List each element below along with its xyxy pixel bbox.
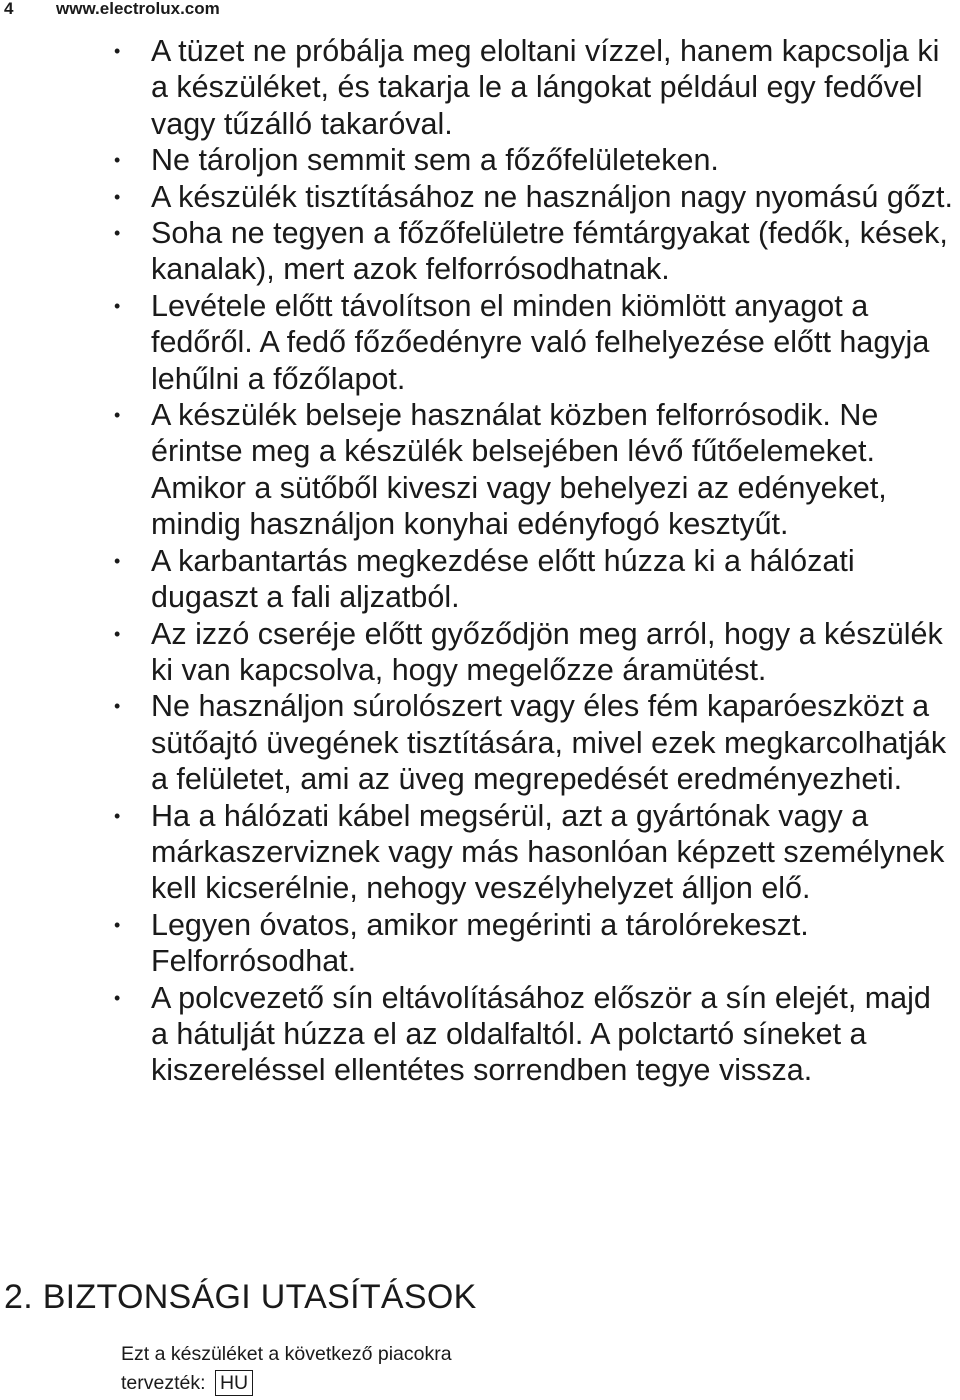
bullet-icon: • [114,696,121,717]
list-item [0,179,960,215]
list-item [0,688,960,797]
market-note-text: Ezt a készüléket a következő piacokra tervezték: [121,1343,452,1394]
page-number: 4 [4,0,14,18]
list-item [0,288,960,397]
bullet-icon: • [114,805,121,826]
list-item-text: Ha a hálózati kábel megsérül, azt a gyártónak vagy a márkaszerviznek vagy más hasonlóan képzett személynek kell kicserélnie, nehogy veszélyhelyzet álljon elő. [151,798,945,906]
safety-bullet-list [0,33,960,1089]
bullet-icon: • [114,223,121,244]
list-item [0,907,960,980]
market-note [121,1340,521,1398]
bullet-icon: • [114,186,121,207]
list-item [0,798,960,907]
list-item-text: A karbantartás megkezdése előtt húzza ki a hálózati dugaszt a fali aljzatból. [151,543,855,615]
list-item-text: A készülék tisztításához ne használjon nagy nyomású gőzt. [151,179,953,214]
list-item [0,543,960,616]
bullet-icon: • [114,914,121,935]
list-item [0,215,960,288]
bullet-icon: • [114,405,121,426]
country-code-badge: HU [215,1370,253,1396]
bullet-icon: • [114,550,121,571]
website-link[interactable]: www.electrolux.com [56,0,220,18]
bullet-icon: • [114,987,121,1008]
list-item-text: A készülék belseje használat közben felforrósodik. Ne érintse meg a készülék belsejében lévő fűtőelemeket. Amikor a sütőből kiveszi vagy behelyezi az edényeket, mindig használjon konyhai edényfogó kesztyűt. [151,398,887,542]
list-item [0,397,960,543]
list-item-text: Az izzó cseréje előtt győződjön meg arról, hogy a készülék ki van kapcsolva, hogy megelőzze áramütést. [151,616,943,687]
list-item [0,616,960,689]
section-title: 2. BIZTONSÁGI UTASÍTÁSOK [4,1278,477,1316]
list-item-text: Legyen óvatos, amikor megérinti a tárolórekeszt. Felforrósodhat. [151,907,809,979]
list-item-text: A polcvezető sín eltávolításához először a sín elejét, majd a hátulját húzza el az oldalfaltól. A polctartó síneket a kiszereléssel ellentétes sorrendben tegye vissza. [151,980,931,1088]
list-item-text: Soha ne tegyen a főzőfelületre fémtárgyakat (fedők, kések, kanalak), mert azok felforrósodhatnak. [151,216,948,287]
bullet-icon: • [114,623,121,644]
list-item [0,980,960,1089]
bullet-icon: • [114,295,121,316]
bullet-icon: • [114,150,121,171]
list-item-text: Ne használjon súrolószert vagy éles fém kaparóeszközt a sütőajtó üvegének tisztítására, mivel ezek megkarcolhatják a felületet, ami az üveg megrepedését eredményezheti. [151,689,947,797]
list-item-text: Levétele előtt távolítson el minden kiömlött anyagot a fedőről. A fedő főzőedényre való felhelyezése előtt hagyja lehűlni a főzőlapot. [151,288,930,396]
list-item [0,33,960,142]
list-item-text: A tüzet ne próbálja meg eloltani vízzel, hanem kapcsolja ki a készüléket, és takarja le a lángokat például egy fedővel vagy tűzálló takaróval. [151,34,940,141]
bullet-icon: • [114,41,121,61]
list-item-text: Ne tároljon semmit sem a főzőfelületeken. [151,143,719,178]
list-item [0,142,960,178]
page-header [4,0,220,18]
